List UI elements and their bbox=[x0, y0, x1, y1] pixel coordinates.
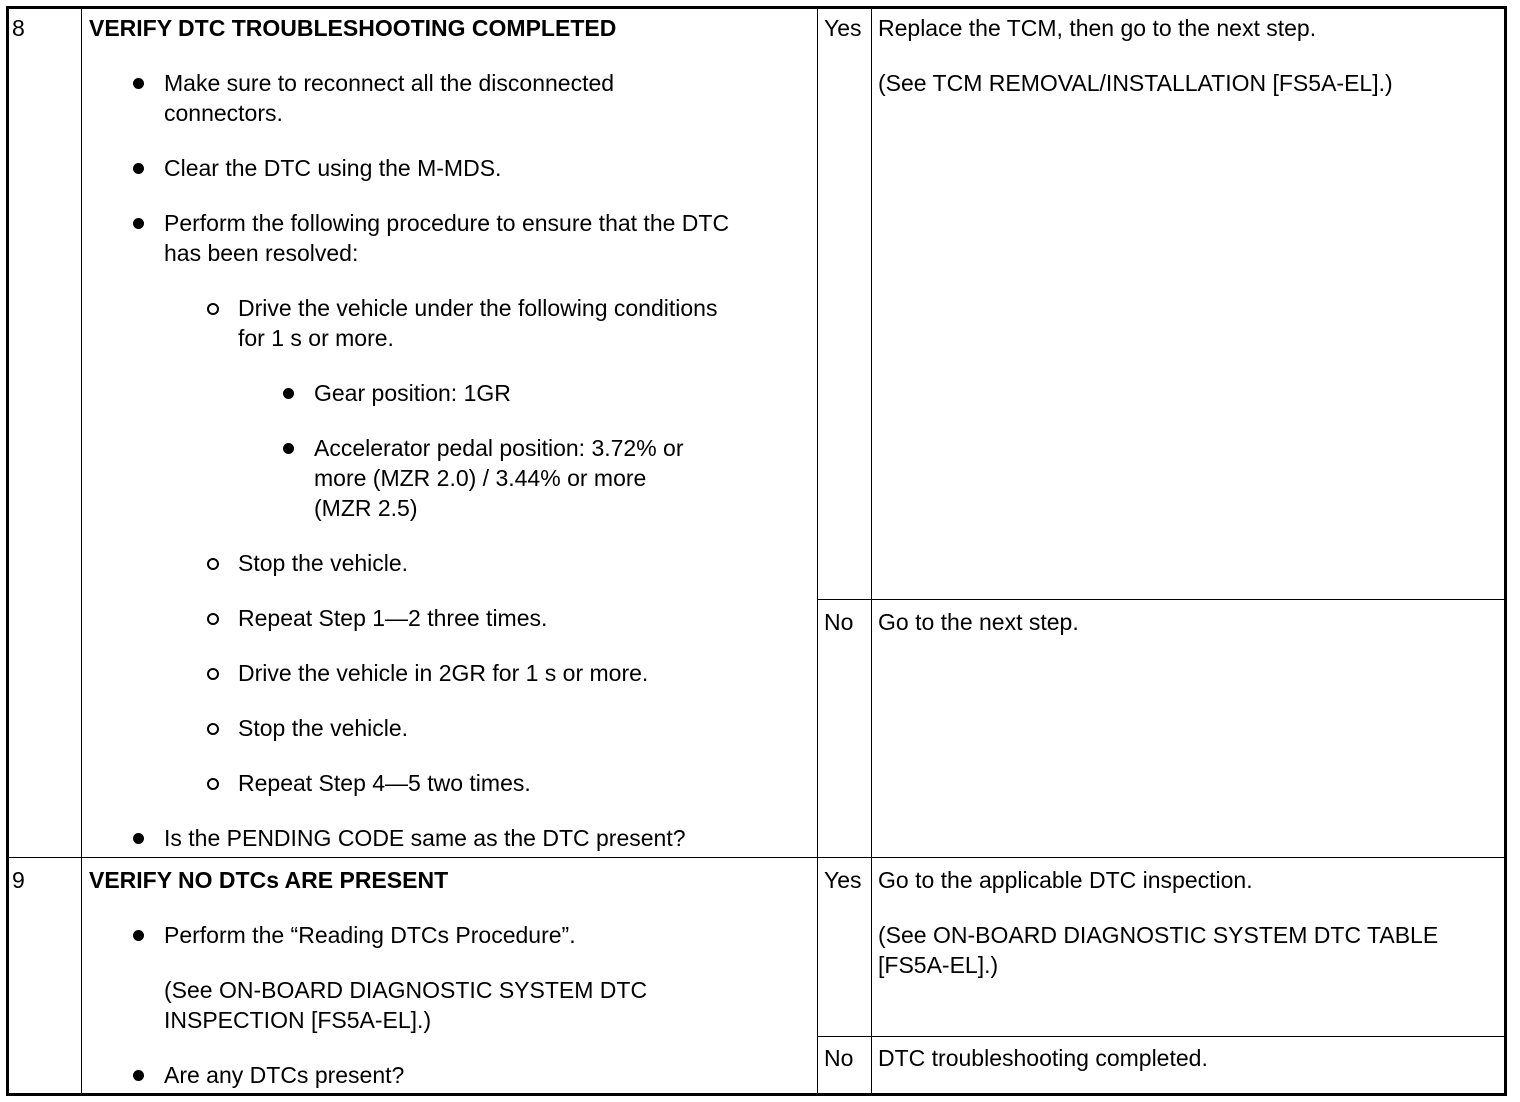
condition-text: more (MZR 2.0) / 3.44% or more bbox=[314, 465, 647, 491]
instruction-text: connectors. bbox=[164, 100, 283, 126]
sub-bullet-icon bbox=[207, 613, 219, 625]
instruction-text: Is the PENDING CODE same as the DTC present? bbox=[164, 825, 686, 851]
row-divider bbox=[7, 857, 1506, 858]
instruction-text: Perform the “Reading DTCs Procedure”. bbox=[164, 922, 576, 948]
sub-bullet-icon bbox=[207, 558, 219, 570]
instruction-text: Clear the DTC using the M-MDS. bbox=[164, 155, 502, 181]
instruction-text: Are any DTCs present? bbox=[164, 1062, 405, 1088]
substep-text: Drive the vehicle under the following conditions bbox=[238, 295, 718, 321]
instruction-text: Make sure to reconnect all the disconnected bbox=[164, 70, 615, 96]
result-yes-reference: (See TCM REMOVAL/INSTALLATION [FS5A-EL].) bbox=[878, 70, 1393, 96]
condition-text: (MZR 2.5) bbox=[314, 495, 418, 521]
bullet-icon bbox=[133, 163, 144, 174]
instruction-reference: (See ON-BOARD DIAGNOSTIC SYSTEM DTC bbox=[164, 977, 648, 1003]
result-yes-label: Yes bbox=[824, 867, 862, 893]
bullet-icon bbox=[283, 443, 294, 454]
bullet-icon bbox=[133, 930, 144, 941]
column-divider-action bbox=[817, 7, 818, 1095]
result-yes-action: Replace the TCM, then go to the next step. bbox=[878, 15, 1317, 41]
substep-text: Stop the vehicle. bbox=[238, 715, 409, 741]
result-divider-row9 bbox=[817, 1036, 1506, 1037]
bullet-icon bbox=[283, 388, 294, 399]
substep-text: Repeat Step 1—2 three times. bbox=[238, 605, 548, 631]
substep-text: for 1 s or more. bbox=[238, 325, 394, 351]
step-title: VERIFY DTC TROUBLESHOOTING COMPLETED bbox=[89, 15, 617, 41]
step-number: 8 bbox=[12, 15, 25, 41]
instruction-text: Perform the following procedure to ensure that the DTC bbox=[164, 210, 730, 236]
result-no-label: No bbox=[824, 1045, 854, 1071]
result-no-label: No bbox=[824, 609, 854, 635]
substep-text: Repeat Step 4—5 two times. bbox=[238, 770, 531, 796]
instruction-text: has been resolved: bbox=[164, 240, 359, 266]
substep-text: Drive the vehicle in 2GR for 1 s or more. bbox=[238, 660, 649, 686]
result-yes-label: Yes bbox=[824, 15, 862, 41]
column-divider-step bbox=[81, 7, 82, 1095]
result-divider-row8 bbox=[817, 599, 1506, 600]
sub-bullet-icon bbox=[207, 303, 219, 315]
sub-bullet-icon bbox=[207, 668, 219, 680]
result-no-action: DTC troubleshooting completed. bbox=[878, 1045, 1208, 1071]
result-yes-action: Go to the applicable DTC inspection. bbox=[878, 867, 1253, 893]
result-yes-reference: [FS5A-EL].) bbox=[878, 952, 999, 978]
bullet-icon bbox=[133, 1070, 144, 1081]
bullet-icon bbox=[133, 218, 144, 229]
step-number: 9 bbox=[12, 867, 25, 893]
bullet-icon bbox=[133, 78, 144, 89]
sub-bullet-icon bbox=[207, 778, 219, 790]
sub-bullet-icon bbox=[207, 723, 219, 735]
step-title: VERIFY NO DTCs ARE PRESENT bbox=[89, 867, 449, 893]
condition-text: Accelerator pedal position: 3.72% or bbox=[314, 435, 684, 461]
substep-text: Stop the vehicle. bbox=[238, 550, 409, 576]
result-no-action: Go to the next step. bbox=[878, 609, 1079, 635]
instruction-reference: INSPECTION [FS5A-EL].) bbox=[164, 1007, 432, 1033]
column-divider-result bbox=[871, 7, 872, 1095]
condition-text: Gear position: 1GR bbox=[314, 380, 511, 406]
bullet-icon bbox=[133, 833, 144, 844]
result-yes-reference: (See ON-BOARD DIAGNOSTIC SYSTEM DTC TABLE bbox=[878, 922, 1439, 948]
